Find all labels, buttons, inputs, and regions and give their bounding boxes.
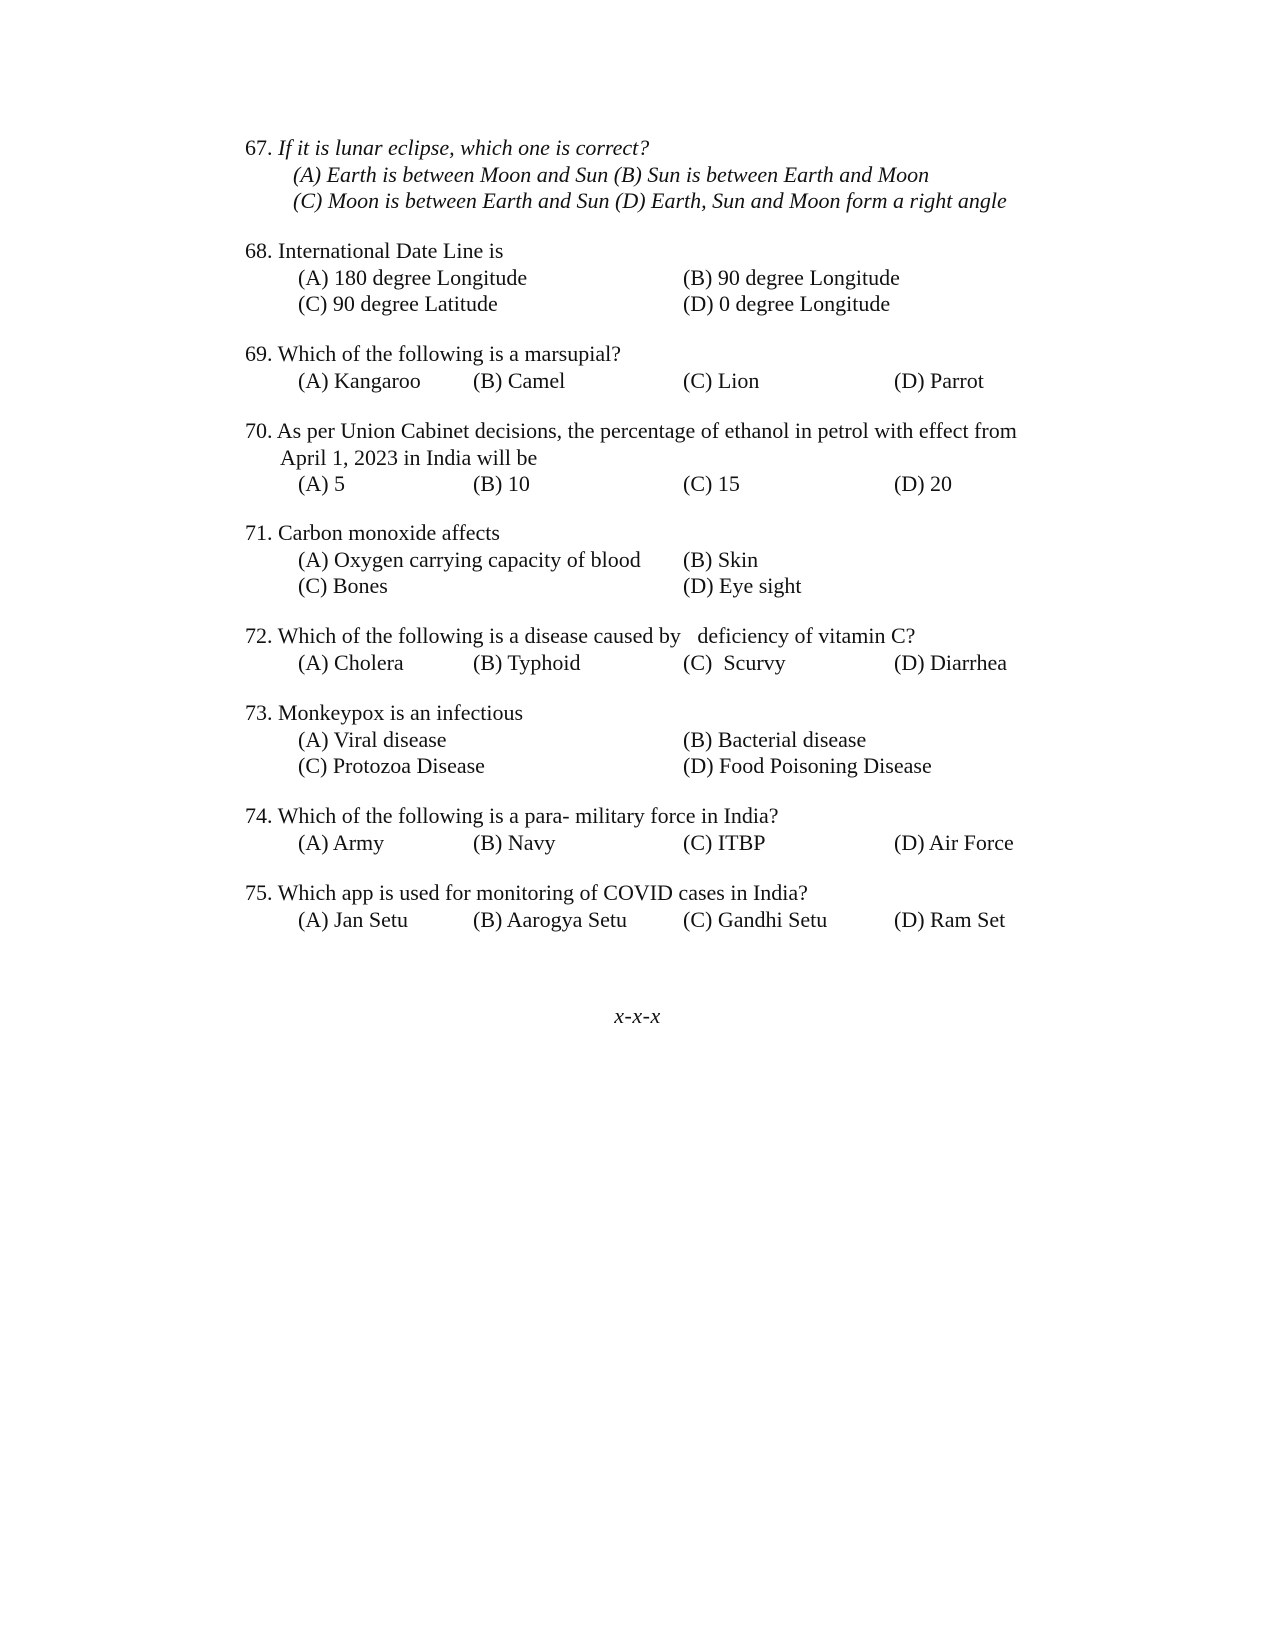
option-d: (D) Eye sight	[683, 573, 802, 598]
question-text: Which of the following is a marsupial?	[277, 341, 621, 366]
option-a: (A) Oxygen carrying capacity of blood	[298, 546, 641, 572]
option-b: (B) Skin	[683, 546, 759, 572]
end-marker: x-x-x	[614, 1003, 661, 1028]
option-b: (B) Aarogya Setu	[473, 906, 627, 932]
option-row	[245, 547, 1105, 574]
question-68	[245, 238, 1105, 318]
option-b: (B) Navy	[473, 829, 556, 855]
option-line: (A) Earth is between Moon and Sun (B) Sun is between Earth and Moon	[293, 161, 930, 187]
option-d: (D) Diarrhea	[894, 649, 1007, 675]
question-number: 72.	[245, 623, 273, 648]
option-row	[245, 907, 1105, 934]
option-row	[245, 650, 1105, 677]
question-69	[245, 341, 1105, 394]
option-a: (A) Viral disease	[298, 726, 447, 752]
option-c: (C) 90 degree Latitude	[298, 291, 498, 316]
question-73	[245, 700, 1105, 780]
question-number: 73.	[245, 700, 273, 725]
question-text-continued: April 1, 2023 in India will be	[280, 444, 538, 470]
question-70	[245, 418, 1105, 498]
question-text: Which of the following is a para- military force in India?	[277, 803, 779, 828]
option-c: (C) 15	[683, 471, 740, 496]
option-b: (B) 90 degree Longitude	[683, 264, 900, 290]
question-text: If it is lunar eclipse, which one is correct?	[278, 135, 650, 160]
question-74	[245, 803, 1105, 856]
option-c: (C) Lion	[683, 367, 760, 393]
question-number: 74.	[245, 803, 273, 828]
option-d: (D) Ram Set	[894, 906, 1006, 932]
option-a: (A) Kangaroo	[298, 367, 421, 393]
question-67	[245, 135, 1105, 215]
question-number: 69.	[245, 341, 273, 366]
option-b: (B) Typhoid	[473, 649, 581, 675]
option-d: (D) 0 degree Longitude	[683, 291, 891, 316]
option-row	[245, 291, 1105, 318]
option-c: (C) ITBP	[683, 829, 766, 855]
option-a: (A) Cholera	[298, 649, 404, 675]
question-text: Which app is used for monitoring of COVID cases in India?	[277, 880, 808, 905]
question-text: As per Union Cabinet decisions, the percentage of ethanol in petrol with effect from	[276, 418, 1017, 443]
option-d: (D) Air Force	[894, 829, 1014, 855]
option-b: (B) Camel	[473, 367, 566, 393]
question-71	[245, 520, 1105, 600]
option-a: (A) 180 degree Longitude	[298, 264, 528, 290]
option-c: (C) Bones	[298, 573, 388, 598]
question-text: Which of the following is a disease caused by deficiency of vitamin C?	[277, 623, 916, 648]
question-72	[245, 623, 1105, 676]
question-text: Carbon monoxide affects	[278, 520, 500, 545]
option-a: (A) Army	[298, 829, 385, 855]
question-number: 71.	[245, 520, 273, 545]
question-75	[245, 880, 1105, 933]
option-row	[245, 727, 1105, 754]
question-number: 70.	[245, 418, 273, 443]
option-a: (A) 5	[298, 471, 346, 496]
option-row	[245, 368, 1105, 395]
option-d: (D) Food Poisoning Disease	[683, 753, 932, 778]
option-row	[245, 265, 1105, 292]
option-row	[245, 471, 1105, 498]
question-text: Monkeypox is an infectious	[278, 700, 524, 725]
question-text: International Date Line is	[278, 238, 504, 263]
option-b: (B) 10	[473, 471, 530, 496]
option-a: (A) Jan Setu	[298, 906, 408, 932]
option-c: (C) Scurvy	[683, 649, 786, 675]
option-b: (B) Bacterial disease	[683, 726, 867, 752]
option-row	[245, 753, 1105, 780]
option-c: (C) Gandhi Setu	[683, 906, 828, 932]
question-number: 75.	[245, 880, 273, 905]
option-d: (D) 20	[894, 471, 953, 496]
option-d: (D) Parrot	[894, 367, 984, 393]
option-line: (C) Moon is between Earth and Sun (D) Earth, Sun and Moon form a right angle	[293, 188, 1007, 213]
question-number: 68.	[245, 238, 273, 263]
option-c: (C) Protozoa Disease	[298, 753, 485, 778]
option-row	[245, 573, 1105, 600]
question-number: 67.	[245, 135, 273, 160]
option-row	[245, 830, 1105, 857]
